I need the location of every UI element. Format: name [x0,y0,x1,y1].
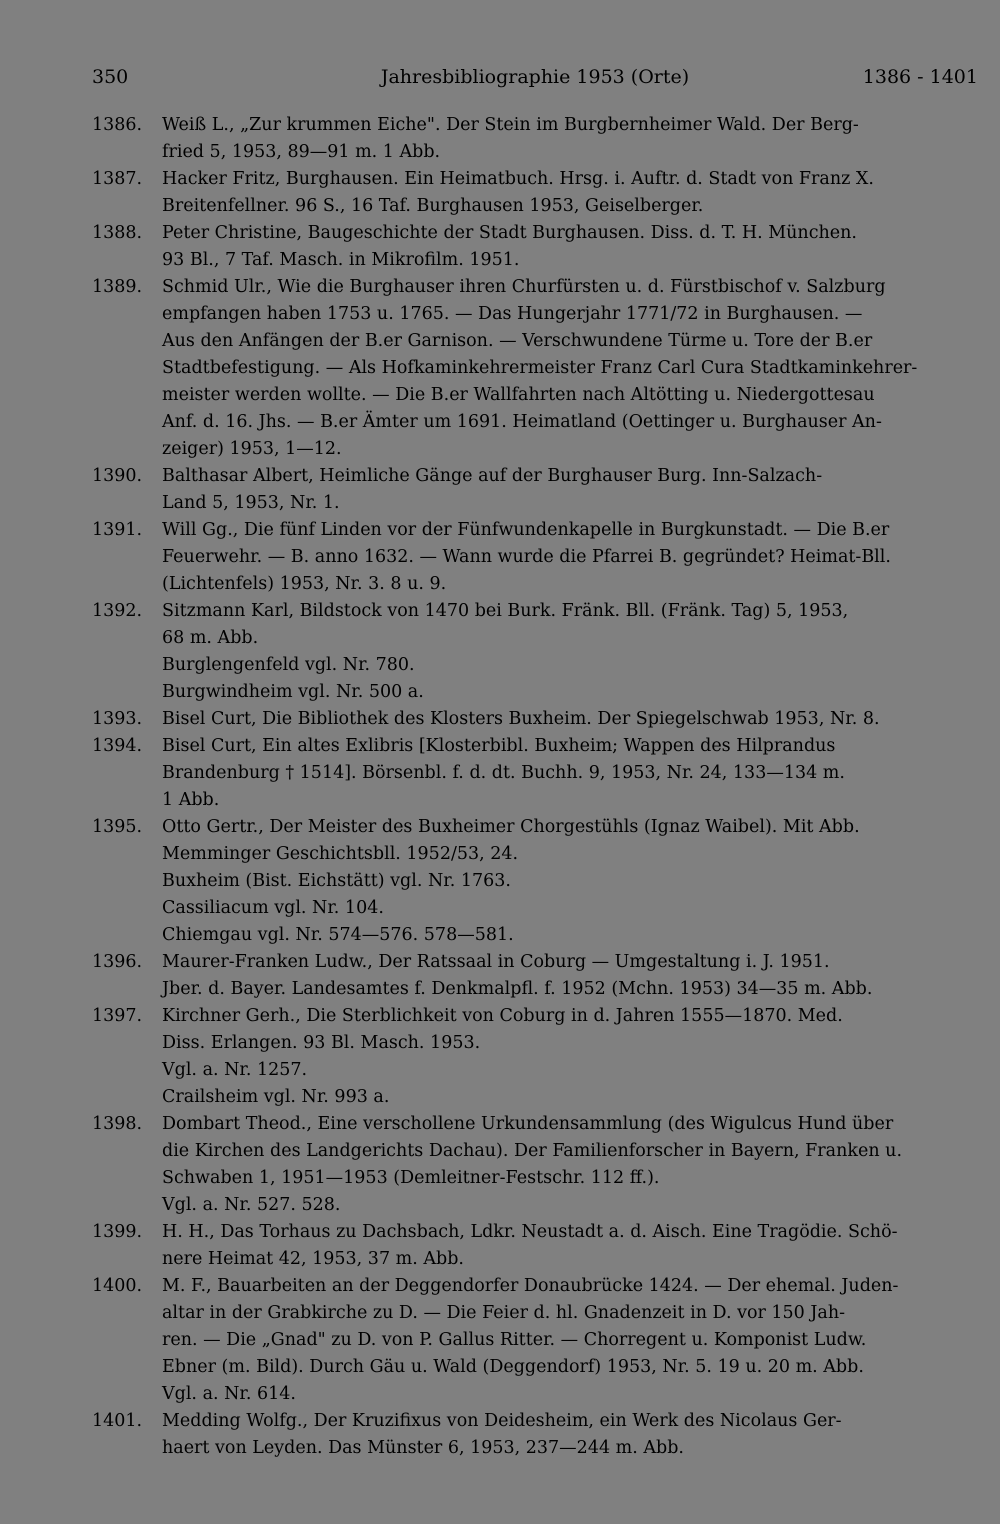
entry-line [92,598,982,625]
entry-text: Vgl. a. Nr. 527. 528. [162,1195,341,1215]
entry-number: 1395. [92,817,143,837]
entry-text: Vgl. a. Nr. 614. [162,1384,296,1404]
entry-text: Ebner (m. Bild). Durch Gäu u. Wald (Deggendorf) 1953, Nr. 5. 19 u. 20 m. Abb. [162,1357,864,1377]
entry-text: H. H., Das Torhaus zu Dachsbach, Ldkr. Neustadt a. d. Aisch. Eine Tragödie. Schö- [162,1222,898,1242]
entry-text: zeiger) 1953, 1—12. [162,439,342,459]
entry-text: Otto Gertr., Der Meister des Buxheimer Chorgestühls (Ignaz Waibel). Mit Abb. [162,817,860,837]
entry-text: Cassiliacum vgl. Nr. 104. [162,898,384,918]
entry-line [92,1030,982,1057]
entry-text: Kirchner Gerh., Die Sterblichkeit von Coburg in d. Jahren 1555—1870. Med. [162,1006,843,1026]
entry-number: 1391. [92,520,143,540]
entry-line [92,1381,982,1408]
entry-line [92,409,982,436]
entry-text: Land 5, 1953, Nr. 1. [162,493,340,513]
entry-line [92,706,982,733]
entry-line [92,436,982,463]
entry-range: 1386 - 1401 [862,66,978,88]
entry-text: Diss. Erlangen. 93 Bl. Masch. 1953. [162,1033,481,1053]
entry-line [92,868,982,895]
entry-line [92,1192,982,1219]
entry-line [92,355,982,382]
entry-line [92,139,982,166]
entry-number: 1390. [92,466,143,486]
entry-number: 1386. [92,115,143,135]
entry-line [92,112,982,139]
entry-number: 1400. [92,1276,143,1296]
entry-text: M. F., Bauarbeiten an der Deggendorfer Donaubrücke 1424. — Der ehemal. Juden- [162,1276,899,1296]
entry-text: Chiemgau vgl. Nr. 574—576. 578—581. [162,925,514,945]
entry-text: Will Gg., Die fünf Linden vor der Fünfwundenkapelle in Burgkunstadt. — Die B.er [162,520,890,540]
entry-line [92,1003,982,1030]
entry-text: Aus den Anfängen der B.er Garnison. — Verschwundene Türme u. Tore der B.er [162,331,873,351]
entry-line [92,760,982,787]
entry-line [92,382,982,409]
entry-line [92,1246,982,1273]
entry-number: 1389. [92,277,143,297]
entry-line [92,274,982,301]
entry-text: Anf. d. 16. Jhs. — B.er Ämter um 1691. Heimatland (Oettinger u. Burghauser An- [162,412,882,432]
entry-text: Weiß L., „Zur krummen Eiche". Der Stein im Burgbernheimer Wald. Der Berg- [162,115,859,135]
entry-text: 93 Bl., 7 Taf. Masch. in Mikrofilm. 1951. [162,250,520,270]
entry-text: Feuerwehr. — B. anno 1632. — Wann wurde die Pfarrei B. gegründet? Heimat-Bll. [162,547,891,567]
entry-number: 1392. [92,601,143,621]
entry-line [92,1273,982,1300]
entry-text: haert von Leyden. Das Münster 6, 1953, 237—244 m. Abb. [162,1438,684,1458]
entry-line [92,922,982,949]
entry-line [92,1111,982,1138]
entry-text: Burgwindheim vgl. Nr. 500 a. [162,682,424,702]
entry-line [92,1219,982,1246]
entry-text: Crailsheim vgl. Nr. 993 a. [162,1087,390,1107]
entry-text: Dombart Theod., Eine verschollene Urkundensammlung (des Wigulcus Hund über [162,1114,894,1134]
entry-line [92,652,982,679]
entry-line [92,1084,982,1111]
entry-text: empfangen haben 1753 u. 1765. — Das Hungerjahr 1771/72 in Burghausen. — [162,304,863,324]
entry-text: Jber. d. Bayer. Landesamtes f. Denkmalpfl. f. 1952 (Mchn. 1953) 34—35 m. Abb. [162,979,873,999]
entry-text: Schwaben 1, 1951—1953 (Demleitner-Festschr. 112 ff.). [162,1168,660,1188]
entry-line [92,679,982,706]
entry-text: Maurer-Franken Ludw., Der Ratssaal in Coburg — Umgestaltung i. J. 1951. [162,952,830,972]
entry-number: 1387. [92,169,143,189]
entry-number: 1399. [92,1222,143,1242]
entry-line [92,949,982,976]
entry-number: 1398. [92,1114,143,1134]
entry-text: nere Heimat 42, 1953, 37 m. Abb. [162,1249,464,1269]
entry-text: Breitenfellner. 96 S., 16 Taf. Burghausen 1953, Geiselberger. [162,196,704,216]
entry-line [92,895,982,922]
entry-number: 1393. [92,709,143,729]
entry-line [92,301,982,328]
entry-line [92,193,982,220]
entry-text: Medding Wolfg., Der Kruzifixus von Deidesheim, ein Werk des Nicolaus Ger- [162,1411,842,1431]
entry-line [92,544,982,571]
entry-line [92,787,982,814]
bibliography-entries [92,112,982,1462]
entry-text: Schmid Ulr., Wie die Burghauser ihren Churfürsten u. d. Fürstbischof v. Salzburg [162,277,886,297]
entry-line [92,1327,982,1354]
entry-number: 1396. [92,952,143,972]
entry-line [92,814,982,841]
entry-line [92,841,982,868]
entry-text: Memminger Geschichtsbll. 1952/53, 24. [162,844,519,864]
entry-text: 68 m. Abb. [162,628,259,648]
entry-text: (Lichtenfels) 1953, Nr. 3. 8 u. 9. [162,574,447,594]
entry-text: Bisel Curt, Die Bibliothek des Klosters Buxheim. Der Spiegelschwab 1953, Nr. 8. [162,709,880,729]
entry-line [92,1300,982,1327]
entry-line [92,1057,982,1084]
entry-line [92,247,982,274]
entry-number: 1388. [92,223,143,243]
page-title: Jahresbibliographie 1953 (Orte) [380,66,690,88]
entry-line [92,463,982,490]
entry-line [92,166,982,193]
entry-text: Peter Christine, Baugeschichte der Stadt Burghausen. Diss. d. T. H. München. [162,223,857,243]
entry-line [92,517,982,544]
entry-line [92,1408,982,1435]
entry-line [92,1354,982,1381]
entry-line [92,220,982,247]
entry-line [92,733,982,760]
entry-line [92,490,982,517]
entry-number: 1401. [92,1411,143,1431]
entry-line [92,1138,982,1165]
entry-text: Brandenburg † 1514]. Börsenbl. f. d. dt. Buchh. 9, 1953, Nr. 24, 133—134 m. [162,763,845,783]
entry-text: 1 Abb. [162,790,220,810]
entry-number: 1397. [92,1006,143,1026]
entry-text: Hacker Fritz, Burghausen. Ein Heimatbuch. Hrsg. i. Auftr. d. Stadt von Franz X. [162,169,874,189]
entry-text: meister werden wollte. — Die B.er Wallfahrten nach Altötting u. Niedergottesau [162,385,875,405]
page-number: 350 [92,66,129,88]
entry-text: ren. — Die „Gnad" zu D. von P. Gallus Ritter. — Chorregent u. Komponist Ludw. [162,1330,867,1350]
entry-line [92,571,982,598]
entry-line [92,1165,982,1192]
entry-number: 1394. [92,736,143,756]
entry-text: Bisel Curt, Ein altes Exlibris [Klosterbibl. Buxheim; Wappen des Hilprandus [162,736,836,756]
entry-text: Stadtbefestigung. — Als Hofkaminkehrermeister Franz Carl Cura Stadtkaminkehrer- [162,358,918,378]
entry-line [92,328,982,355]
running-header [92,62,978,92]
entry-text: Burglengenfeld vgl. Nr. 780. [162,655,415,675]
entry-text: altar in der Grabkirche zu D. — Die Feier d. hl. Gnadenzeit in D. vor 150 Jah- [162,1303,846,1323]
entry-line [92,1435,982,1462]
entry-text: fried 5, 1953, 89—91 m. 1 Abb. [162,142,441,162]
entry-line [92,625,982,652]
entry-text: die Kirchen des Landgerichts Dachau). Der Familienforscher in Bayern, Franken u. [162,1141,903,1161]
entry-text: Sitzmann Karl, Bildstock von 1470 bei Burk. Fränk. Bll. (Fränk. Tag) 5, 1953, [162,601,849,621]
entry-text: Buxheim (Bist. Eichstätt) vgl. Nr. 1763. [162,871,511,891]
entry-line [92,976,982,1003]
entry-text: Vgl. a. Nr. 1257. [162,1060,308,1080]
entry-text: Balthasar Albert, Heimliche Gänge auf der Burghauser Burg. Inn-Salzach- [162,466,823,486]
